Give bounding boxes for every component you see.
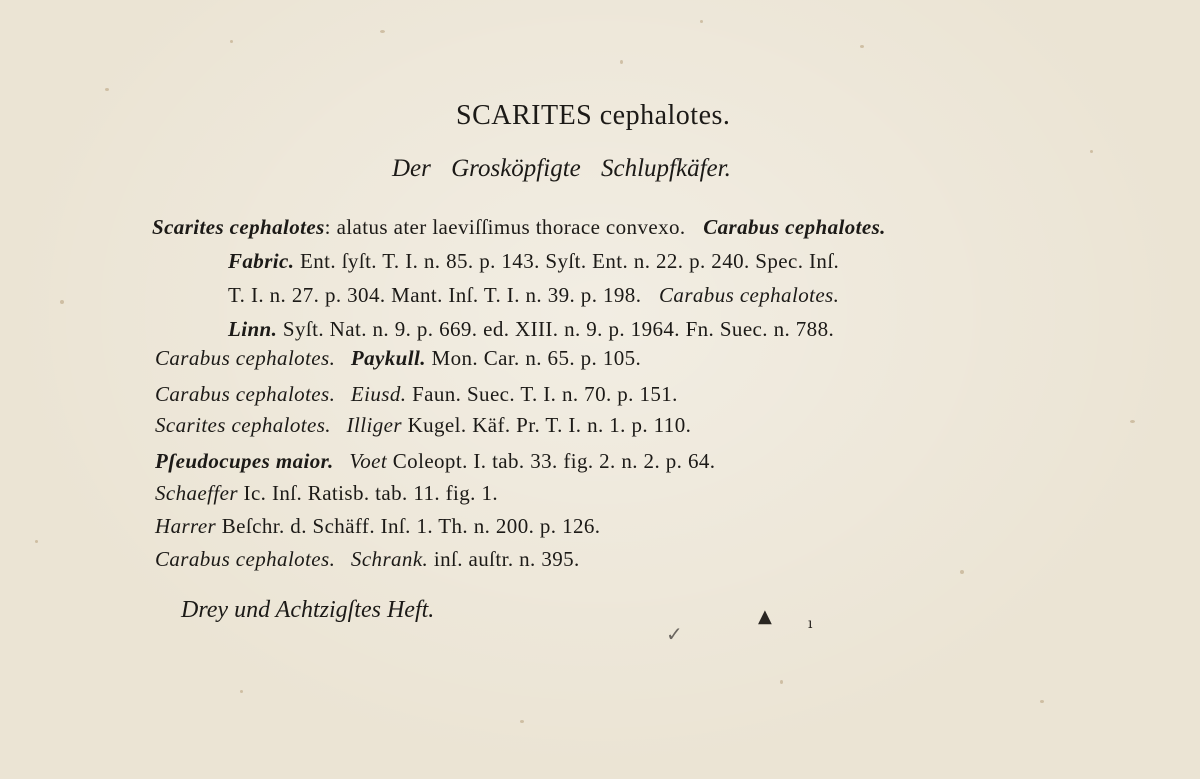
entry-text: Beſchr. d. Schäff. Inſ. 1. Th. n. 200. p. 126. (216, 514, 601, 538)
ink-mark: ▲ (758, 606, 772, 627)
paper-speck (960, 570, 964, 574)
entry-name: Carabus cephalotes. (155, 382, 336, 406)
entry-author: Eiusd. (350, 382, 407, 406)
paper-speck (60, 300, 64, 304)
paper-speck (230, 40, 233, 43)
entry-line (155, 514, 600, 539)
entry-line (155, 481, 498, 506)
entry-line (152, 215, 886, 240)
page-subtitle: Der Groskӧpfigte Schlupfkäfer. (392, 155, 731, 182)
entry-text: inſ. auſtr. n. 395. (428, 547, 580, 571)
paper-speck (35, 540, 38, 543)
entry-separator: : (324, 215, 331, 239)
entry-author: Paykull. (350, 346, 426, 370)
paper-speck (1130, 420, 1135, 423)
entry-name: Carabus cephalotes. (155, 547, 336, 571)
paper-speck (700, 20, 703, 23)
entry-author: Voet (349, 449, 388, 473)
paper-speck (860, 45, 864, 48)
entry-reference: Carabus cephalotes. (703, 215, 886, 239)
entry-author: Linn. (228, 317, 278, 341)
page-title: SCARITES cephalotes. (456, 100, 731, 131)
entry-text: Kugel. Käf. Pr. T. I. n. 1. p. 110. (401, 413, 692, 437)
entry-line (155, 547, 580, 572)
entry-name: Carabus cephalotes. (155, 346, 336, 370)
entry-text: alatus ater laeviſſimus thorace convexo. (330, 215, 686, 239)
paper-speck (1090, 150, 1093, 153)
entry-text: Faun. Suec. T. I. n. 70. p. 151. (406, 382, 678, 406)
entry-name: Pſeudocupes maior. (155, 449, 334, 473)
entry-name: Scarites cephalotes (152, 215, 325, 239)
entry-text: Syſt. Nat. n. 9. p. 669. ed. XIII. n. 9. p. 1964. Fn. Suec. n. 788. (277, 317, 835, 341)
entry-author: Illiger (346, 413, 402, 437)
entry-text: Mon. Car. n. 65. p. 105. (425, 346, 642, 370)
entry-text: Ent. ſyſt. T. I. n. 85. p. 143. Syſt. Ent. n. 22. p. 240. Spec. Inſ. (294, 249, 840, 273)
entry-line (155, 413, 691, 438)
entry-author: Schrank. (350, 547, 429, 571)
paper-speck (380, 30, 385, 33)
entry-name: Scarites cephalotes. (155, 413, 331, 437)
heft-label: Drey und Achtzigſtes Heft. (181, 597, 435, 623)
ink-mark: ✓ (666, 622, 683, 646)
entry-text: Ic. Inſ. Ratisb. tab. 11. fig. 1. (237, 481, 499, 505)
ink-mark: ı (808, 616, 813, 632)
entry-line (228, 249, 839, 274)
entry-line (155, 449, 715, 474)
entry-text: Coleopt. I. tab. 33. fig. 2. n. 2. p. 64. (387, 449, 716, 473)
paper-speck (620, 60, 623, 64)
entry-line (155, 346, 641, 371)
entry-line (228, 283, 839, 308)
paper-speck (780, 680, 783, 684)
paper-speck (240, 690, 243, 693)
entry-author: Harrer (155, 514, 217, 538)
paper-speck (520, 720, 524, 723)
entry-reference: Carabus cephalotes. (659, 283, 840, 307)
paper-speck (105, 88, 109, 91)
entry-author: Schaeffer (155, 481, 238, 505)
entry-author: Fabric. (228, 249, 295, 273)
entry-text: T. I. n. 27. p. 304. Mant. Inſ. T. I. n. 39. p. 198. (228, 283, 642, 307)
paper-speck (1040, 700, 1044, 703)
entry-line (155, 382, 678, 407)
entry-line (228, 317, 834, 342)
